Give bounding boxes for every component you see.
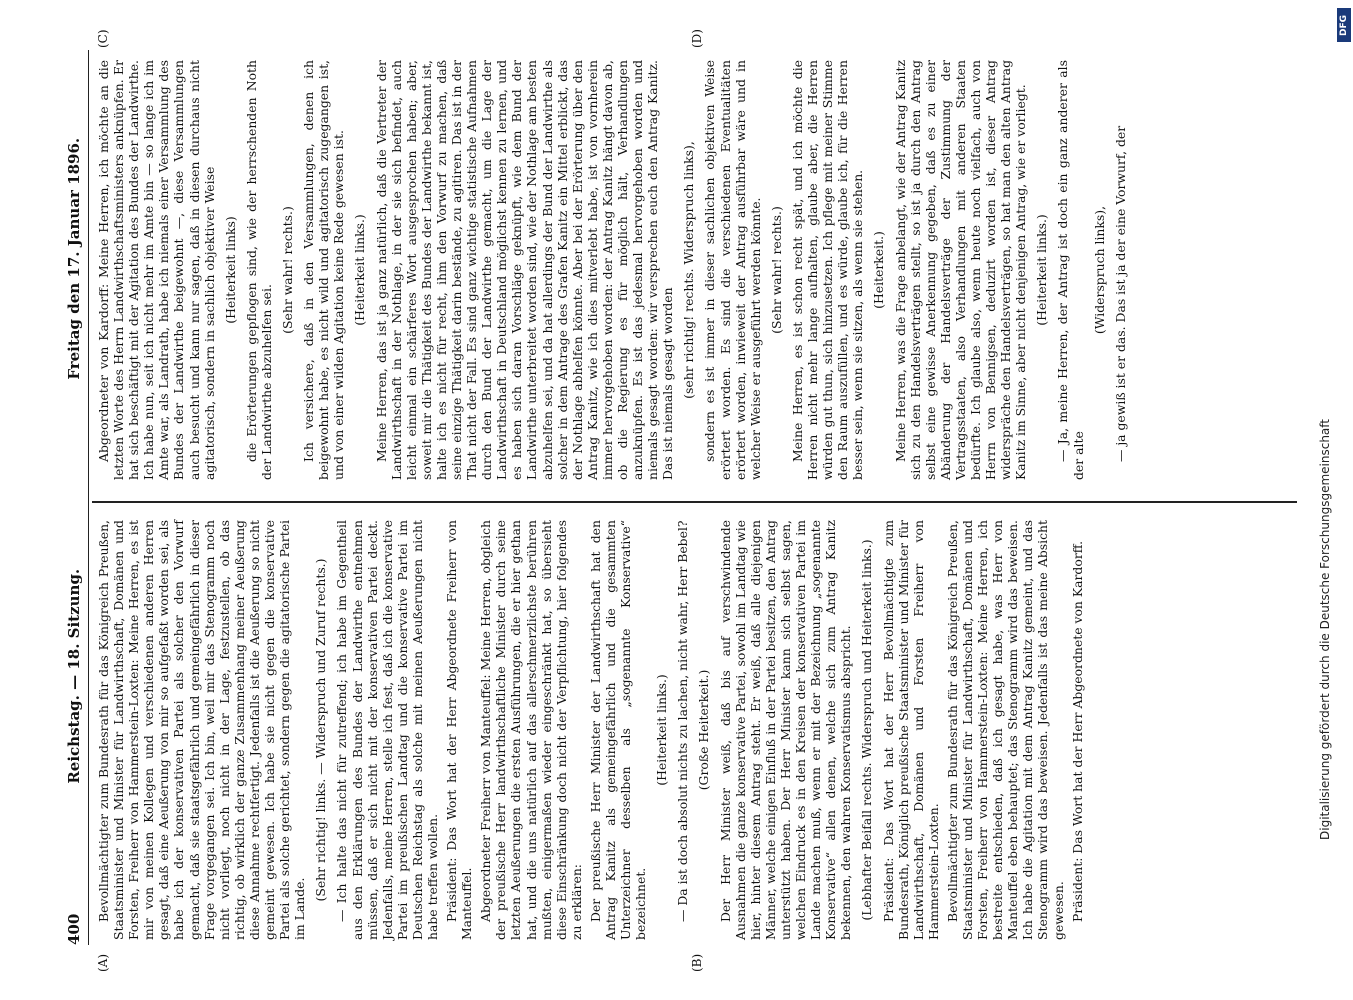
running-head-left: Reichstag. — 18. Sitzung. xyxy=(65,568,83,784)
stage-direction: (Große Heiterkeit.) xyxy=(696,669,712,791)
paragraph: Ich versichere, daß in den Versammlungen, denen ich beigewohnt habe, es nicht wild und agitatorisch zugegangen ist, und von einer wilden Agitation keine Rede gewesen ist. xyxy=(301,60,347,480)
stage-direction: (Widerspruch links), xyxy=(1091,205,1107,335)
paragraph: Meine Herren, es ist schon recht spät, und ich möchte die Herren nicht mehr lange aufhalten, glaube aber, die Herren würden gut thun, sich hinzusetzen. Ich pflege mit meiner Stimme den Raum auszufüllen, und es würde, glaube ich, für die Herren besser sein, wenn sie sitzen, als wenn sie stehen. xyxy=(789,60,866,480)
paragraph: sondern es ist immer in dieser sachlichen objektiven Weise erörtert worden. Es sind die verschiedenen Eventualitäten erörtert worden, inwieweit der Antrag ausführbar wäre und in welcher Weise er ausgeführt werden könnte. xyxy=(702,60,763,480)
paragraph: Abgeordneter Freiherr von Manteuffel: Meine Herren, obgleich der preußische Herr landwirthschaftliche Minister durch seine letzten Aeußerungen die ersten Ausführungen, die er hier gethan hat, und die uns natürlich auf das allerschmerzlichste berühren mußten, einigermaßen wieder eingeschränkt hat, so übersieht diese Einschränkung doch nicht der Verpflichtung, hier folgendes zu erklären: xyxy=(478,520,584,940)
digitization-note: Digitalisierung gefördert durch die Deutsche Forschungsgemeinschaft xyxy=(1318,418,1332,840)
paragraph: Präsident: Das Wort hat der Herr Abgeordnete von Kardorff. xyxy=(1069,540,1085,922)
paragraph: — ja gewiß ist er das. Das ist ja der eine Vorwurf, der xyxy=(1112,125,1128,462)
stage-direction: (Lebhafter Beifall rechts. Widerspruch und Heiterkeit links.) xyxy=(859,539,875,921)
left-column xyxy=(96,520,1089,940)
paragraph: Der preußische Herr Minister der Landwirthschaft hat den Antrag Kanitz als gemeingefährlich und die gesammten Unterzeichner desselben als „sogenannte Konservative“ bezeichnet. xyxy=(587,520,649,940)
paragraph: Präsident: Das Wort hat der Herr Bevollmächtigte zum Bundesrath, Königlich preußische Staatsminister und Minister für Landwirthschaft, Domänen und Forsten Freiherr von Hammerstein-Loxten. xyxy=(880,520,941,940)
running-header xyxy=(62,50,86,945)
paragraph: Bevollmächtigter zum Bundesrath für das Königreich Preußen, Staatsminister und Minister für Landwirthschaft, Domänen und Forsten, Freiherr von Hammerstein-Loxten: Meine Herren, ich bestreite entschieden, daß ich gesagt habe, was Herr von Manteuffel eben behauptet; das Stenogramm wird das beweisen. Ich habe die Agitation mit dem Antrag Kanitz gemeint, und das Stenogramm wird das beweisen. Jedenfalls ist das meine Absicht gewesen. xyxy=(944,520,1066,940)
stage-direction: (Sehr wahr! rechts.) xyxy=(280,206,296,334)
margin-mark-d: (D) xyxy=(690,29,704,48)
stage-direction: (Heiterkeit links.) xyxy=(352,214,368,326)
paragraph: Abgeordneter von Kardorff: Meine Herren, ich möchte an die letzten Worte des Herrn Landwirthschaftsministers anknüpfen. Er hat sich beschäftigt mit der Agitation des Bundes der Landwirthe. Ich habe nun, seit ich nicht mehr im Amte bin — so lange ich im Amte war, als Landrath, habe ich niemals einer Versammlung des Bundes der Landwirthe beigewohnt —, diese Versammlungen auch besucht und kann nur sagen, daß in diesen durchaus nicht agitatorisch, sondern in sachlich objektiver Weise xyxy=(96,60,217,480)
paragraph: Der Herr Minister weiß, daß bis auf verschwindende Ausnahmen die ganze konservative Partei, sowohl im Landtag wie hier, hinter diesem Antrag steht. Er weiß, daß alle diejenigen Männer, welche einigen Einfluß in der Partei besitzen, den Antrag unterstützt haben. Der Herr Minister kann sich selbst sagen, welchen Eindruck es in den Kreisen der konservativen Partei im Lande machen muß, wenn er mit der Bezeichnung „sogenannte Konservative“ allen denen, welche sich zum Antrag Kanitz bekennen, den wahren Konservatismus abspricht. xyxy=(717,520,854,940)
paragraph: die Erörterungen gepflogen sind, wie der herrschenden Noth der Landwirthe abzuhelfen sei. xyxy=(243,60,274,480)
paragraph: — Da ist doch absolut nichts zu lachen, nicht wahr, Herr Bebel? xyxy=(675,520,691,922)
page-number: 400 xyxy=(65,913,83,945)
stage-direction: (Heiterkeit links.) xyxy=(1034,214,1050,326)
paragraph: — Ich halte das nicht für zutreffend; ich habe im Gegentheil aus den Erklärungen des Bundes der Landwirthe entnehmen müssen, daß er sich nicht mit der konservativen Partei deckt. Jedenfalls, meine Herren, stelle ich fest, daß ich die konservative Partei im preußischen Landtag und die konservative Partei im Deutschen Reichstag als solche mit meinen Aeußerungen nicht habe treffen wollen. xyxy=(334,520,440,940)
paragraph: Meine Herren, das ist ja ganz natürlich, daß die Vertreter der Landwirthschaft in der Nothlage, in der sie sich befindet, auch leicht einmal ein schärferes Wort ausgesprochen haben; aber, soweit mir die Thätigkeit des Bundes der Landwirthe bekannt ist, halte ich es nicht für recht, ihm den Vorwurf zu machen, daß seine einzige Thätigkeit darin bestände, zu agitiren. Das ist in der That nicht der Fall. Es sind ganz wichtige statistische Aufnahmen durch den Bund der Landwirthe gemacht, um die Lage der Landwirthschaft in Deutschland möglichst kennen zu lernen, und es haben sich daran Vorschläge geknüpft, wie dem Bund der Landwirthe unterbreitet worden sind, wie der Nothlage am besten abzuhelfen sei, und da hat allerdings der Bund der Landwirthe als solcher in dem Antrage des Grafen Kanitz ein Mittel erblickt, das der Nothlage abhelfen könnte. Aber bei der Erörterung über den Antrag Kanitz, wie ich dies mitverlebt habe, ist von vornherein immer hervorgehoben worden: der Antrag Kanitz hängt davon ab, ob die Regierung es für möglich hält, Verhandlungen anzuknüpfen. Es ist das jedesmal hervorgehoben worden und niemals gesagt worden: wir versprechen euch den Antrag Kanitz. Das ist niemals gesagt worden xyxy=(373,60,676,480)
paragraph: Bevollmächtigter zum Bundesrath für das Königreich Preußen, Staatsminister und Minister für Landwirthschaft, Domänen und Forsten, Freiherr von Hammerstein-Loxten: Meine Herren, es ist mir von meinen Kollegen und verschiedenen anderen Herren gesagt, daß eine Aeußerung von mir so aufgefaßt worden sei, als habe ich der konservativen Partei als solcher den Vorwurf gemacht, daß sie staatsgefährlich und gemeingefährlich in dieser Frage vorgegangen sei. Ich bin, weil mir das Stenogramm noch nicht vorliegt, noch nicht in der Lage, festzustellen, ob das richtig, ob wirklich der ganze Zusammenhang meiner Aeußerung diese Annahme rechtfertigt. Jedenfalls ist die Aeußerung so nicht gemeint gewesen. Ich habe sie nicht gegen die konservative Partei als solche gerichtet, sondern gegen die agitatorische Partei im Lande. xyxy=(96,520,308,940)
stage-direction: (Heiterkeit.) xyxy=(871,231,887,309)
header-rule xyxy=(88,50,89,945)
stage-direction: (Heiterkeit links) xyxy=(222,216,238,324)
stage-direction: (sehr richtig! rechts. Widerspruch links), xyxy=(681,141,697,399)
stage-direction: (Sehr richtig! links. — Widerspruch und Zuruf rechts.) xyxy=(313,558,329,902)
paragraph: Meine Herren, was die Frage anbelangt, wie der Antrag Kanitz sich zu den Handelsverträgen stellt, so ist ja durch den Antrag selbst eine gewisse Anerkennung gegeben, daß es zu einer Abänderung der Handelsverträge der Zustimmung der Vertragsstaaten, also Verhandlungen mit anderen Staaten bedürfte. Ich glaube also, wenn heute noch vielfach, auch von Herrn von Bennigsen, deduzirt worden ist, dieser Antrag widerspräche den Handelsverträgen, so hat man den alten Antrag Kanitz im Sinne, aber nicht denjenigen Antrag, wie er vorliegt. xyxy=(892,60,1029,480)
margin-mark-a: (A) xyxy=(96,953,110,972)
running-head-right: Freitag den 17. Januar 1896. xyxy=(65,137,83,380)
margin-mark-c: (C) xyxy=(96,29,110,48)
paragraph: — Ja, meine Herren, der Antrag ist doch ein ganz anderer als der alte xyxy=(1055,60,1086,480)
margin-mark-b: (B) xyxy=(690,953,704,972)
dfg-logo: DFG xyxy=(1337,8,1351,42)
stage-direction: (Heiterkeit links.) xyxy=(654,674,670,786)
paragraph: Präsident: Das Wort hat der Herr Abgeordnete Freiherr von Manteuffel. xyxy=(444,520,475,940)
right-column xyxy=(96,60,1132,480)
stage-direction: (Sehr wahr! rechts.) xyxy=(768,206,784,334)
column-rule xyxy=(92,501,1297,503)
